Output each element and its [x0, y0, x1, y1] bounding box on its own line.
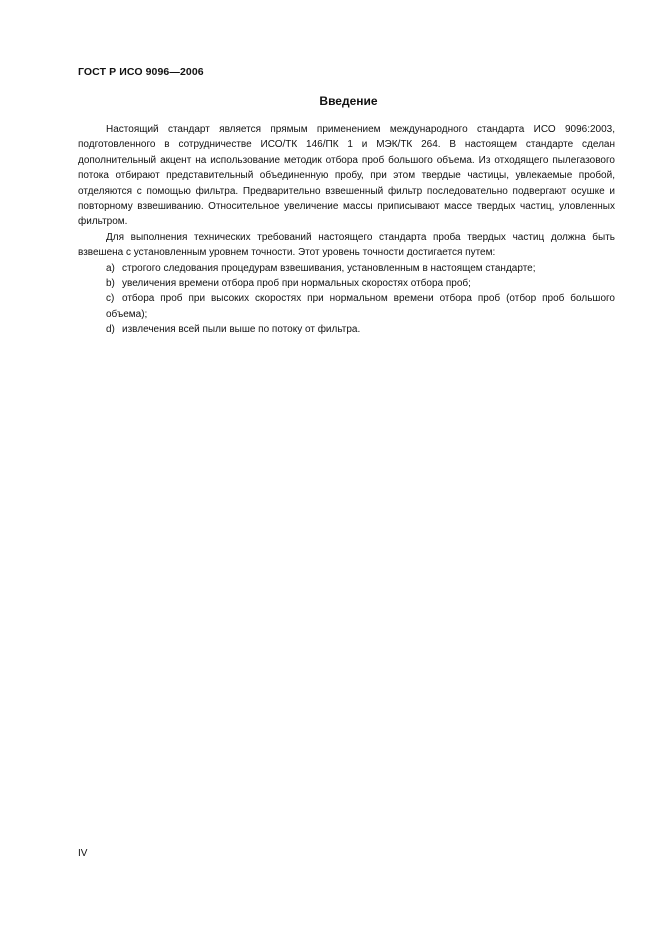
section-title: Введение [319, 94, 378, 108]
list-item-text: извлечения всей пыли выше по потоку от фильтра. [122, 324, 361, 336]
body-text [78, 122, 615, 338]
document-header: ГОСТ Р ИСО 9096—2006 [78, 66, 204, 78]
list-item [78, 322, 615, 337]
list-item [78, 291, 615, 322]
paragraph: Для выполнения технических требований настоящего стандарта проба твердых частиц должна быть взвешена с установленным уровнем точности. Этот уровень точности достигается путем: [78, 231, 615, 259]
list-marker: a) [106, 262, 115, 274]
list-item-text: строгого следования процедурам взвешивания, установленным в настоящем стандарте; [122, 262, 536, 274]
list-item [78, 276, 615, 291]
page-number: IV [78, 848, 88, 859]
list-item-text: увеличения времени отбора проб при нормальных скоростях отбора проб; [122, 278, 471, 290]
paragraph: Настоящий стандарт является прямым применением международного стандарта ИСО 9096:2003, подготовленного в сотрудничестве ИСО/ТК 146/ПК 1 и МЭК/ТК 264. В настоящем стандарте сделан дополнительный акцент на использование методик отбора проб большого объема. Из отходящего пылегазового потока отбирают представительный объединенную пробу, при этом твердые частицы, увлекаемые пробой, отделяются с помощью фильтра. Предварительно взвешенный фильтр последовательно подвергают осушке и повторному взвешиванию. Относительное увеличение массы приписывают массе твердых частиц, уловленных фильтром. [78, 124, 615, 228]
list-marker: b) [106, 278, 115, 290]
list-marker: d) [106, 324, 115, 336]
list-item-text: отбора проб при высоких скоростях при нормальном времени отбора проб (отбор проб большого объема); [106, 293, 615, 320]
list-marker: c) [106, 293, 115, 305]
list-item [78, 261, 615, 276]
